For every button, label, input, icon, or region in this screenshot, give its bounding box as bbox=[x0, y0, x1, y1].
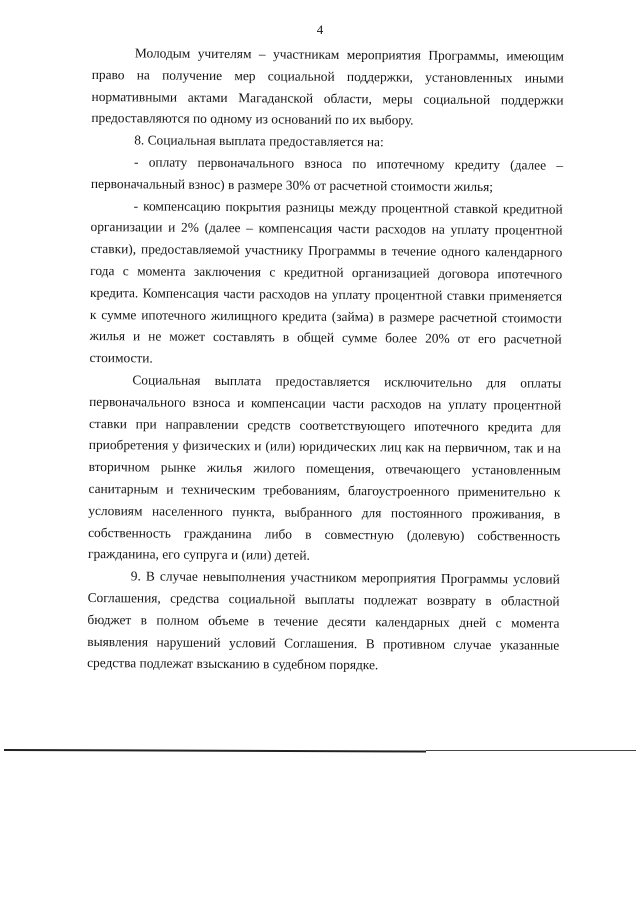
body-text bbox=[87, 42, 564, 678]
paragraph-payment-purpose: Социальная выплата предоставляется исключительно для оплаты первоначального взноса и компенсации части расходов на уплату процентной ставки при направлении средств соответствующего ипотечного кредита для приобретения у физических и (или) юридических лиц как на первичном, так и на вторичном рынке жилья жилого помещения, отвечающего установленным санитарным и техническим требованиям, благоустроенного применительно к условиям населенного пункта, выбранного для постоянного проживания, в собственность гражданина либо в совместную (долевую) собственность гражданина, его супруга и (или) детей. bbox=[87, 372, 562, 564]
page-number: 4 bbox=[316, 22, 324, 37]
paragraph-clause-9: 9. В случае невыполнения участником мероприятия Программы условий Соглашения, средства социальной выплаты подлежат возврату в областной бюджет в полном объеме в течение десяти календарных дней с момента выявления нарушений условий Соглашения. В противном случае указанные средства подлежат взысканию в судебном порядке. bbox=[87, 568, 560, 673]
paragraph-initial-payment: - оплату первоначального взноса по ипотечному кредиту (далее – первоначальный взнос) в размере 30% от расчетной стоимости жилья; bbox=[90, 154, 564, 194]
paragraph-teachers-support: Молодым учителям – участникам мероприятия Программы, имеющим право на получение мер социальной поддержки, установленных иными нормативными актами Магаданской области, меры социальной поддержки предоставляются по одному из оснований по их выбору. bbox=[91, 45, 564, 128]
horizontal-rule-extension bbox=[426, 750, 636, 751]
paragraph-clause-8-heading: 8. Социальная выплата предоставляется на: bbox=[134, 132, 384, 150]
paragraph-interest-compensation: - компенсацию покрытия разницы между процентной ставкой кредитной организации и 2% (далее – компенсация части расходов на уплату процентной ставки), предоставляемой участнику Программы в течение одного календарного года с момента заключения с кредитной организацией договора ипотечного кредита. Компенсация части расходов на уплату процентной ставки применяется к сумме ипотечного жилищного кредита (займа) в размере расчетной стоимости жилья и не может составлять в общей сумме более 20% от его расчетной стоимости. bbox=[89, 197, 563, 366]
horizontal-rule bbox=[4, 749, 426, 752]
